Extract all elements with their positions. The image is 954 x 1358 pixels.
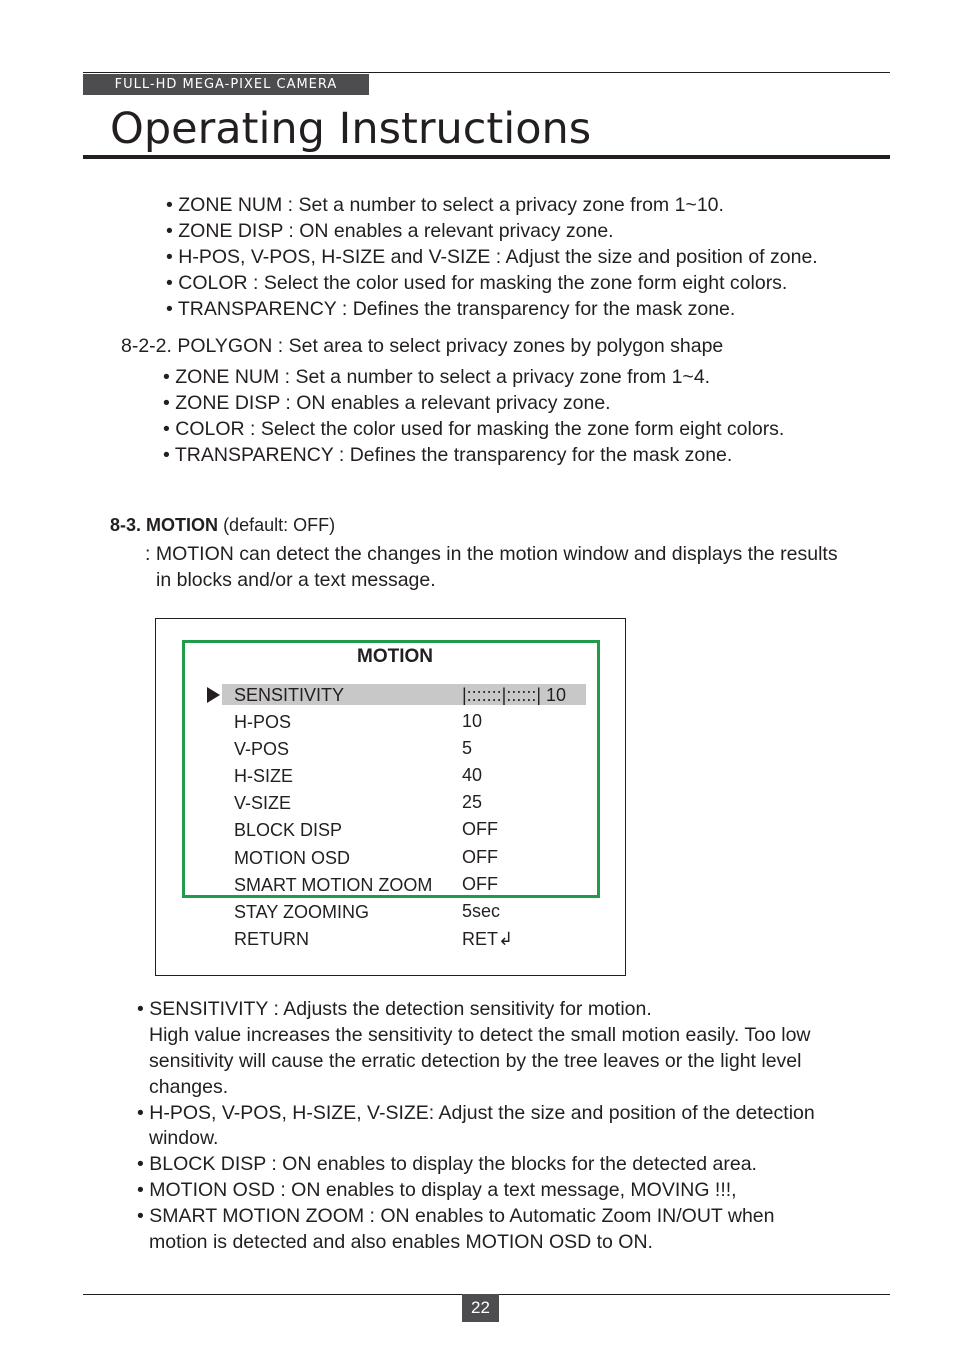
list-item: • COLOR : Select the color used for masking the zone form eight colors. [163,418,785,440]
description-line: window. [149,1127,219,1149]
page-number: 22 [462,1294,499,1322]
default-note: (default: OFF) [223,515,336,535]
description-line: • SMART MOTION ZOOM : ON enables to Automatic Zoom IN/OUT when [137,1205,775,1227]
description-line: • H-POS, V-POS, H-SIZE, V-SIZE: Adjust the size and position of the detection [137,1102,815,1124]
list-item: • ZONE DISP : ON enables a relevant privacy zone. [166,220,614,242]
list-item: • COLOR : Select the color used for masking the zone form eight colors. [166,272,788,294]
menu-value-h-pos: 10 [462,711,483,731]
menu-value-block-disp: OFF [462,819,498,839]
description-line: • MOTION OSD : ON enables to display a text message, MOVING !!!, [137,1179,737,1201]
menu-value-sensitivity: |:::::::|::::::| 10 [462,685,567,705]
menu-item-v-size: V-SIZE [234,793,292,813]
menu-value-smart-motion-zoom: OFF [462,874,498,894]
menu-value-stay-zooming: 5sec [462,901,501,921]
menu-value-return: RET↲ [462,929,514,949]
section-name: MOTION [146,515,219,535]
motion-description: : MOTION can detect the changes in the motion window and displays the results [145,543,838,565]
menu-item-motion-osd: MOTION OSD [234,848,350,868]
menu-value-motion-osd: OFF [462,847,498,867]
header-tag: FULL-HD MEGA-PIXEL CAMERA [83,74,369,95]
menu-title: MOTION [357,646,433,667]
description-line: • BLOCK DISP : ON enables to display the blocks for the detected area. [137,1153,757,1175]
description-line: motion is detected and also enables MOTION OSD to ON. [149,1231,653,1253]
menu-value-v-pos: 5 [462,738,473,758]
polygon-heading: 8-2-2. POLYGON : Set area to select privacy zones by polygon shape [121,335,724,357]
menu-value-v-size: 25 [462,792,483,812]
description-line: changes. [149,1076,229,1098]
menu-item-h-pos: H-POS [234,712,292,732]
header-top-rule [83,72,890,73]
page-title: Operating Instructions [110,104,592,154]
description-line: • SENSITIVITY : Adjusts the detection sensitivity for motion. [137,998,652,1020]
menu-item-block-disp: BLOCK DISP [234,820,343,840]
list-item: • ZONE NUM : Set a number to select a privacy zone from 1~10. [166,194,724,216]
menu-value-h-size: 40 [462,765,483,785]
menu-item-stay-zooming: STAY ZOOMING [234,902,370,922]
menu-item-return: RETURN [234,929,309,949]
motion-section-heading [110,513,335,537]
list-item: • ZONE NUM : Set a number to select a privacy zone from 1~4. [163,366,711,388]
motion-description-cont: in blocks and/or a text message. [156,569,436,591]
menu-item-h-size: H-SIZE [234,766,294,786]
list-item: • ZONE DISP : ON enables a relevant privacy zone. [163,392,611,414]
description-line: High value increases the sensitivity to detect the small motion easily. Too low [149,1024,811,1046]
cursor-arrow-icon [207,687,220,703]
menu-item-v-pos: V-POS [234,739,290,759]
description-line: sensitivity will cause the erratic detection by the tree leaves or the light level [149,1050,802,1072]
list-item: • TRANSPARENCY : Defines the transparency for the mask zone. [166,298,736,320]
list-item: • H-POS, V-POS, H-SIZE and V-SIZE : Adjust the size and position of zone. [166,246,818,268]
section-number: 8-3. [110,515,142,535]
menu-item-smart-motion-zoom: SMART MOTION ZOOM [234,875,433,895]
title-rule [83,155,890,159]
list-item: • TRANSPARENCY : Defines the transparency for the mask zone. [163,444,733,466]
menu-item-sensitivity: SENSITIVITY [234,685,345,705]
